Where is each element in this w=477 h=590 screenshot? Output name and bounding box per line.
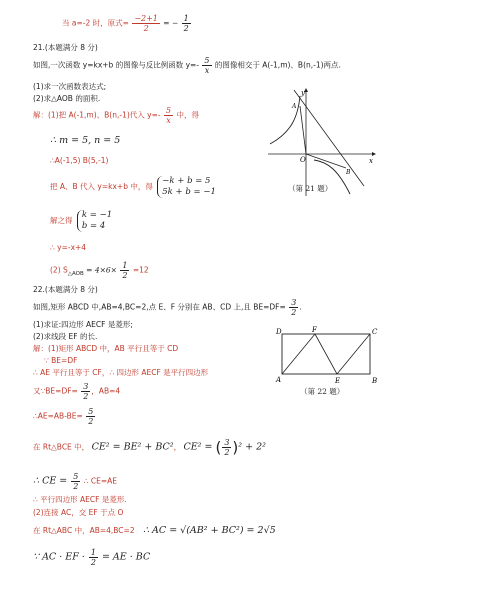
fraction bbox=[86, 407, 95, 426]
segment-ob bbox=[306, 154, 346, 168]
q22-ae bbox=[33, 407, 96, 426]
point-a-label: A bbox=[276, 376, 282, 384]
text: (2) S bbox=[50, 265, 68, 275]
fraction bbox=[182, 14, 191, 33]
q22-part1: (1)求证:四边形 AECF 是菱形; bbox=[33, 320, 133, 329]
formula: ² + 2² bbox=[238, 441, 266, 453]
q21-points: ∴A(-1,5) B(5,-1) bbox=[50, 156, 109, 165]
subscript: △AOB bbox=[67, 271, 84, 277]
segment-ec bbox=[337, 334, 370, 374]
fraction bbox=[81, 382, 90, 401]
x-label: x bbox=[369, 157, 373, 165]
text: =12 bbox=[130, 265, 149, 275]
den: x bbox=[204, 66, 210, 75]
q22-area-relation bbox=[33, 548, 150, 567]
figure-21-caption: （第 21 题） bbox=[288, 184, 333, 193]
text: ，AB=4 bbox=[91, 386, 121, 396]
q22-parallelogram: ∴ AE 平行且等于 CF，∴ 四边形 AECF 是平行四边形 bbox=[33, 368, 209, 377]
num: 5 bbox=[204, 56, 210, 65]
q21-solve bbox=[50, 210, 112, 232]
q21-system bbox=[50, 176, 216, 198]
den: 2 bbox=[183, 24, 189, 33]
fraction bbox=[222, 438, 231, 457]
formula: ∴ AC = √(AB² + BC²) = 2√5 bbox=[142, 525, 276, 536]
equation: 5k + b = −1 bbox=[162, 187, 216, 197]
num: 3 bbox=[83, 382, 89, 391]
den: 2 bbox=[291, 308, 297, 317]
point-b-label: B bbox=[372, 377, 378, 385]
fraction bbox=[120, 261, 129, 280]
q22-statement bbox=[33, 298, 302, 317]
num: 5 bbox=[165, 106, 172, 115]
line-substitution-result bbox=[62, 14, 192, 33]
q22-solution-2: (2)连接 AC，交 EF 于点 O bbox=[33, 508, 124, 517]
text: . bbox=[299, 302, 302, 312]
num: −2+1 bbox=[134, 14, 158, 23]
den: 2 bbox=[143, 24, 149, 33]
figure-22-caption: （第 22 题） bbox=[300, 387, 345, 396]
num: 1 bbox=[183, 14, 189, 23]
text: 解之得 bbox=[50, 216, 73, 225]
fraction bbox=[89, 548, 98, 567]
q22-be-df: ∵ BE=DF bbox=[44, 356, 78, 365]
origin-label: O bbox=[300, 156, 306, 164]
point-a-label: A bbox=[292, 103, 297, 110]
q21-area bbox=[50, 261, 149, 280]
text: 如图,矩形 ABCD 中,AB=4,BC=2,点 E、F 分别在 AB、CD 上,且 BE=DF= bbox=[33, 302, 286, 312]
text: 如图,一次函数 y=kx+b 的图像与反比例函数 y=- bbox=[33, 60, 200, 70]
figure-21 bbox=[268, 86, 378, 198]
text: 把 A、B 代入 y=kx+b 中，得 bbox=[50, 182, 153, 191]
den: 2 bbox=[122, 271, 128, 280]
den: 2 bbox=[73, 482, 79, 491]
linear-function-line bbox=[294, 90, 364, 186]
num: 3 bbox=[291, 298, 297, 307]
equation: k = −1 bbox=[81, 210, 113, 220]
figure-22 bbox=[272, 326, 384, 386]
text: 的图像相交于 A(-1,m)、B(n,-1)两点. bbox=[214, 60, 341, 70]
q22-pythagoras: 在 Rt△BCE 中， CE² = BE² + BC²， CE² = ( $\frac{3}{2}$ )² + 2² bbox=[33, 438, 266, 457]
den: 2 bbox=[88, 417, 94, 426]
equation: b = 4 bbox=[81, 221, 106, 231]
text: ∴ CE=AE bbox=[81, 476, 118, 486]
num: 1 bbox=[90, 548, 96, 557]
segment-oa bbox=[300, 106, 306, 154]
equation-system bbox=[77, 210, 112, 232]
equals: = − bbox=[163, 18, 179, 28]
num: 3 bbox=[224, 438, 230, 447]
fraction bbox=[132, 14, 160, 33]
text: 在 Rt△ABC 中，AB=4,BC=2 bbox=[33, 526, 135, 535]
den: 2 bbox=[83, 392, 89, 401]
q22-part2: (2)求线段 EF 的长. bbox=[33, 332, 98, 341]
q21-part1: (1)求一次函数表达式; bbox=[33, 82, 107, 91]
fraction bbox=[202, 56, 211, 75]
text: 当 a=-2 时，原式= bbox=[62, 18, 129, 28]
y-label: y bbox=[301, 89, 305, 97]
text: ， bbox=[173, 442, 182, 452]
formula: CE² = BE² + BC² bbox=[91, 441, 174, 453]
x-axis-arrow bbox=[372, 152, 376, 156]
equation: −k + b = 5 bbox=[162, 176, 211, 186]
num: 5 bbox=[88, 407, 94, 416]
text: 中，得 bbox=[176, 110, 199, 120]
text: 解：(1)把 A(-1,m)、B(n,-1)代入 y=- bbox=[33, 110, 161, 120]
formula: CE² = bbox=[183, 441, 216, 453]
formula: ∵ AC · EF · bbox=[33, 551, 88, 563]
q21-solution-1 bbox=[33, 106, 199, 125]
text: 在 Rt△BCE 中， bbox=[33, 442, 90, 452]
q22-solution-1: 解：(1)矩形 ABCD 中，AB 平行且等于 CD bbox=[33, 344, 179, 353]
den: x bbox=[166, 116, 171, 125]
num: 5 bbox=[73, 472, 79, 481]
q21-header: 21.(本题满分 8 分) bbox=[33, 43, 98, 52]
fraction bbox=[71, 472, 80, 491]
text: = 4×6× bbox=[83, 265, 117, 275]
q21-part2: (2)求△AOB 的面积. bbox=[33, 94, 101, 103]
point-d-label: D bbox=[276, 328, 282, 336]
q21-statement bbox=[33, 56, 341, 75]
den: 2 bbox=[90, 558, 96, 567]
q22-ac bbox=[33, 526, 276, 536]
q22-header: 22.(本题满分 8 分) bbox=[33, 285, 98, 294]
q22-given bbox=[33, 382, 120, 401]
formula: ∴ CE = bbox=[33, 475, 71, 487]
equation-system bbox=[157, 176, 216, 198]
q22-rhombus: ∴ 平行四边形 AECF 是菱形. bbox=[33, 495, 127, 504]
text: 又∵BE=DF= bbox=[33, 386, 78, 396]
q21-m-n-values: ∴ m = 5, n = 5 bbox=[50, 135, 121, 146]
segment-af bbox=[282, 334, 315, 374]
point-b-label: B bbox=[346, 169, 351, 176]
den: 2 bbox=[224, 448, 230, 457]
segment-fe bbox=[315, 334, 337, 374]
formula: = AE · BC bbox=[98, 551, 151, 563]
q21-line-equation: ∴ y=-x+4 bbox=[50, 243, 87, 252]
q22-ce bbox=[33, 472, 117, 491]
fraction bbox=[289, 298, 298, 317]
num: 1 bbox=[122, 261, 128, 270]
point-c-label: C bbox=[372, 328, 378, 336]
point-e-label: E bbox=[335, 377, 341, 385]
fraction bbox=[164, 106, 173, 125]
point-f-label: F bbox=[312, 326, 317, 334]
text: ∴AE=AB-BE= bbox=[33, 411, 83, 421]
